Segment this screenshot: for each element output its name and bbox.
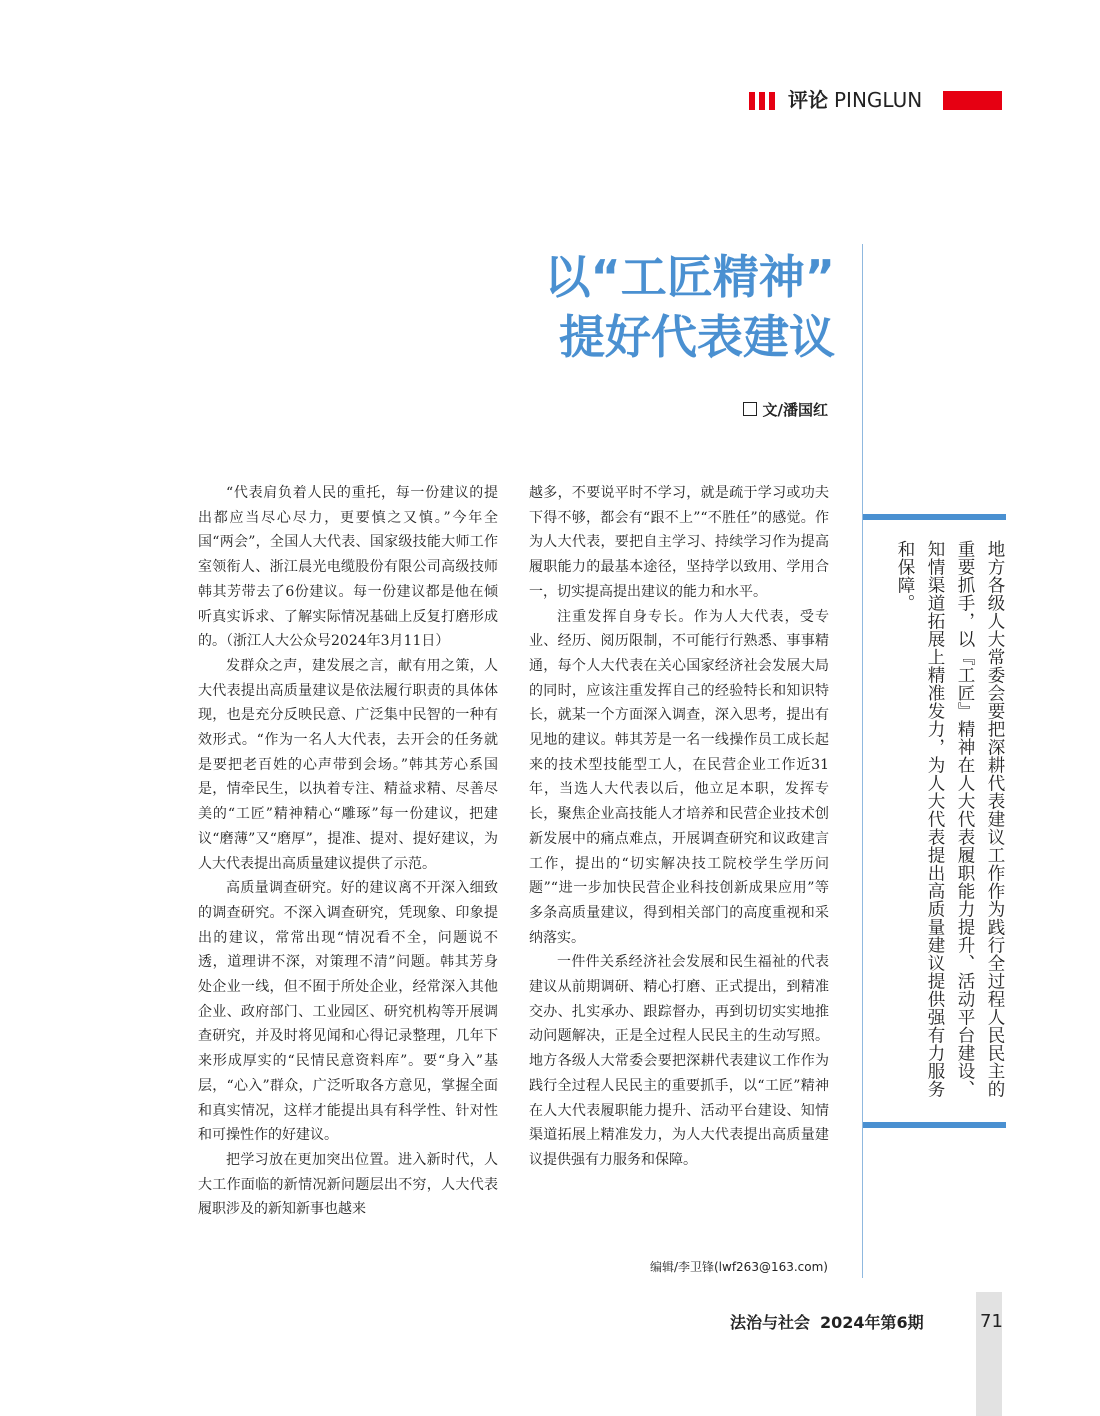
section-name-cn: 评论: [788, 88, 828, 112]
byline: [640, 399, 828, 420]
title-line-1: 以“工匠精神”: [544, 250, 835, 304]
pull-quote-bottom-bar: [863, 1122, 1006, 1128]
paragraph: 发群众之声，建发展之言，献有用之策，人大代表提出高质量建议是依法履行职责的具体体现，也是充分反映民意、广泛集中民智的一种有效形式。“作为一名人大代表，去开会的任务就是要把老百姓的心声带到会场。”韩其芳心系国是，情牵民生，以执着专注、精益求精、尽善尽美的“工匠”精神精心“雕琢”每一份建议，把建议“磨薄”又“磨厚”，提准、提对、提好建议，为人大代表提出高质量建议提供了示范。: [198, 657, 498, 872]
paragraph: 高质量调查研究。好的建议离不开深入细致的调查研究。不深入调查研究，凭现象、印象提出的建议，常常出现“情况看不全，问题说不透，道理讲不深，对策理不清”问题。韩其芳身处企业一线，但不囿于所处企业，经常深入其他企业、政府部门、工业园区、研究机构等开展调查研究，并及时将见闻和心得记录整理，几年下来形成厚实的“民情民意资料库”。要“身入”基层，“心入”群众，广泛听取各方意见，掌握全面和真实情况，这样才能提出具有科学性、针对性和可操性作的好建议。: [198, 880, 498, 1144]
page-number: 71: [980, 1311, 1003, 1332]
editor-credit: 编辑/李卫锋(lwf263@163.com): [649, 1260, 828, 1274]
paragraph: 一件件关系经济社会发展和民生福祉的代表建议从前期调研、精心打磨、正式提出，到精准交办、扎实承办、跟踪督办，再到切切实实地推动问题解决，正是全过程人民民主的生动写照。地方各级人大常委会要把深耕代表建议工作作为践行全过程人民民主的重要抓手，以“工匠”精神在人大代表履职能力提升、活动平台建设、知情渠道拓展上精准发力，为人大代表提出高质量建议提供强有力服务和保障。: [529, 954, 829, 1168]
paragraph: 注重发挥自身专长。作为人大代表，受专业、经历、阅历限制，不可能行行熟悉、事事精通，每个人大代表在关心国家经济社会发展大局的同时，应该注重发挥自己的经验特长和知识特长，就某一个方面深入调查，深入思考，提出有见地的建议。韩其芳是一名一线操作员工成长起来的技术型技能型工人，在民营企业工作近31年，当选人大代表以后，他立足本职，发挥专长，聚焦企业高技能人才培养和民营企业技术创新发展中的痛点难点，开展调查研究和议政建言工作，提出的“切实解决技工院校学生学历问题”“进一步加快民营企业科技创新成果应用”等多条高质量建议，得到相关部门的高度重视和采纳落实。: [529, 608, 829, 946]
title-line-2: 提好代表建议: [559, 310, 835, 364]
issue-number: 2024年第6期: [820, 1313, 924, 1332]
paragraph: “代表肩负着人民的重托，每一份建议的提出都应当尽心尽力，更要慎之又慎。”今年全国“两会”，全国人大代表、国家级技能大师工作室领衔人、浙江晨光电缆股份有限公司高级技师韩其芳带去了6份建议。每一份建议都是他在倾听真实诉求、了解实际情况基础上反复打磨形成的。（浙江人大公众号2024年3月11日）: [198, 485, 498, 650]
article-title: [520, 247, 835, 367]
header-red-bar: [943, 91, 1002, 110]
section-name-en: PINGLUN: [834, 88, 923, 112]
pull-quote-top-bar: [863, 514, 1006, 520]
header-decor-bars: [749, 92, 775, 110]
byline-box-icon: [743, 402, 757, 416]
footer-magazine: [730, 1310, 924, 1336]
section-header: [788, 86, 922, 114]
paragraph: 越多，不要说平时不学习，就是疏于学习或功夫下得不够，都会有“跟不上”“不胜任”的感觉。作为人大代表，要把自主学习、持续学习作为提高履职能力的最基本途径，坚持学以致用、学用合一，切实提高提出建议的能力和水平。: [529, 485, 829, 600]
magazine-name: 法治与社会: [730, 1313, 811, 1332]
body-column-2: [529, 481, 829, 1173]
byline-author: 文/潘国红: [762, 401, 828, 419]
paragraph: 把学习放在更加突出位置。进入新时代，人大工作面临的新情况新问题层出不穷，人大代表履职涉及的新知新事也越来: [198, 1151, 498, 1218]
body-column-1: [198, 481, 498, 1222]
pull-quote: 地方各级人大常委会要把深耕代表建议工作作为践行全过程人民民主的重要抓手，以『工匠』精神在人大代表履职能力提升、活动平台建设、知情渠道拓展上精准发力，为人大代表提出高质量建议提供强有力服务和保障。: [895, 540, 1005, 1098]
